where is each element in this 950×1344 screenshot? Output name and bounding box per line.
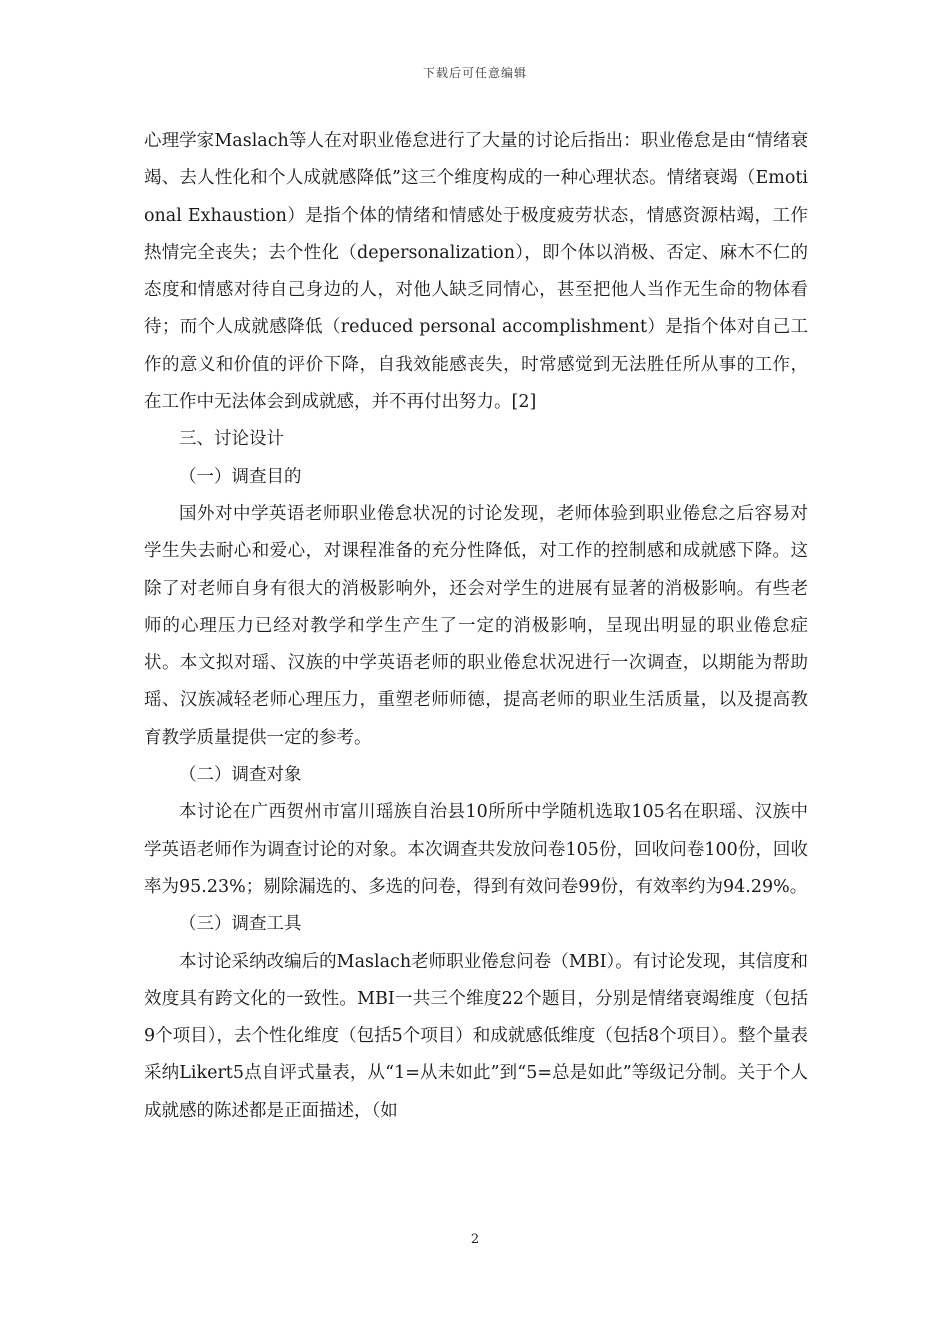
section-heading-research-design: 三、讨论设计 (179, 429, 284, 450)
paragraph-survey-purpose: 国外对中学英语老师职业倦怠状况的讨论发现，老师体验到职业倦怠之后容易对学生失去耐心和爱心，对课程准备的充分性降低，对工作的控制感和成就感下降。这除了对老师自身有很大的消极影响外，还会对学生的进展有显著的消极影响。有些老师的心理压力已经对教学和学生产生了一定的消极影响，呈现出明显的职业倦怠症状。本文拟对瑶、汉族的中学英语老师的职业倦怠状况进行一次调查，以期能为帮助瑶、汉族减轻老师心理压力，重塑老师师德，提高老师的职业生活质量，以及提高教育教学质量提供一定的参考。 (144, 503, 808, 748)
page-header: 下载后可任意编辑 (422, 66, 527, 80)
paragraph-survey-tools: 本讨论采纳改编后的Maslach老师职业倦怠问卷（MBI）。有讨论发现，其信度和效度具有跨文化的一致性。MBI一共三个维度22个题目，分别是情绪衰竭维度（包括9个项目），去个性化维度（包括5个项目）和成就感低维度（包括8个项目）。整个量表采纳Likert5点自评式量表，从“1=从未如此”到“5=总是如此”等级记分制。关于个人成就感的陈述都是正面描述，（如 (144, 951, 808, 1121)
subheading-survey-tools: （三）调查工具 (179, 914, 302, 935)
document-body (144, 123, 808, 1130)
subheading-survey-purpose: （一）调查目的 (179, 466, 302, 487)
page-number: 2 (470, 1232, 480, 1247)
subheading-survey-subjects: （二）调查对象 (179, 765, 302, 786)
paragraph-burnout-definition: 心理学家Maslach等人在对职业倦怠进行了大量的讨论后指出：职业倦怠是由“情绪衰竭、去人性化和个人成就感降低”这三个维度构成的一种心理状态。情绪衰竭（Emotional Exhaustion）是指个体的情绪和情感处于极度疲劳状态，情感资源枯竭，工作热情完全丧失；去个性化（depersonalization），即个体以消极、否定、麻木不仁的态度和情感对待自己身边的人，对他人缺乏同情心，甚至把他人当作无生命的物体看待；而个人成就感降低（reduced personal accomplishment）是指个体对自己工作的意义和价值的评价下降，自我效能感丧失，时常感觉到无法胜任所从事的工作，在工作中无法体会到成就感，并不再付出努力。[2] (144, 131, 808, 413)
paragraph-survey-subjects: 本讨论在广西贺州市富川瑶族自治县10所所中学随机选取105名在职瑶、汉族中学英语老师作为调查讨论的对象。本次调查共发放问卷105份，回收问卷100份，回收率为95.23%；剔除漏选的、多选的问卷，得到有效问卷99份，有效率约为94.29%。 (144, 802, 808, 897)
